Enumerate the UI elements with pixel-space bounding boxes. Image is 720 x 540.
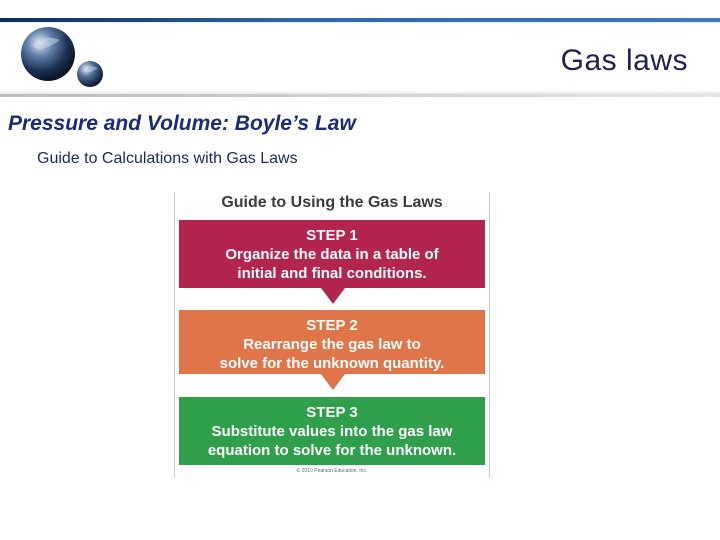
down-arrow-icon (321, 374, 345, 390)
slide-title: Gas laws (560, 44, 688, 77)
section-heading: Pressure and Volume: Boyle’s Law (8, 112, 356, 135)
step-2-line-2: solve for the unknown quantity. (219, 355, 445, 372)
step-1-label: STEP 1 (306, 227, 358, 244)
step-2-line-1: Rearrange the gas law to (243, 336, 421, 353)
top-border (0, 0, 720, 5)
step-2-box (179, 310, 485, 374)
step-3-line-1: Substitute values into the gas law (211, 423, 453, 440)
down-arrow-icon (321, 288, 345, 304)
step-1-line-2: initial and final conditions. (237, 265, 427, 282)
figure-copyright: © 2010 Pearson Education, Inc. (296, 468, 368, 474)
step-3-label: STEP 3 (306, 404, 358, 421)
step-3-line-2: equation to solve for the unknown. (207, 442, 457, 459)
header-stripe (0, 18, 720, 22)
step-1-line-1: Organize the data in a table of (225, 246, 439, 263)
step-2-label: STEP 2 (306, 317, 358, 334)
step-1-box (179, 220, 485, 288)
section-subheading: Guide to Calculations with Gas Laws (37, 150, 298, 167)
step-3-box (179, 397, 485, 465)
globe-logo-icon (14, 24, 110, 94)
figure-title: Guide to Using the Gas Laws (221, 194, 443, 211)
header-divider (0, 94, 720, 97)
gas-laws-guide-figure (174, 192, 490, 478)
